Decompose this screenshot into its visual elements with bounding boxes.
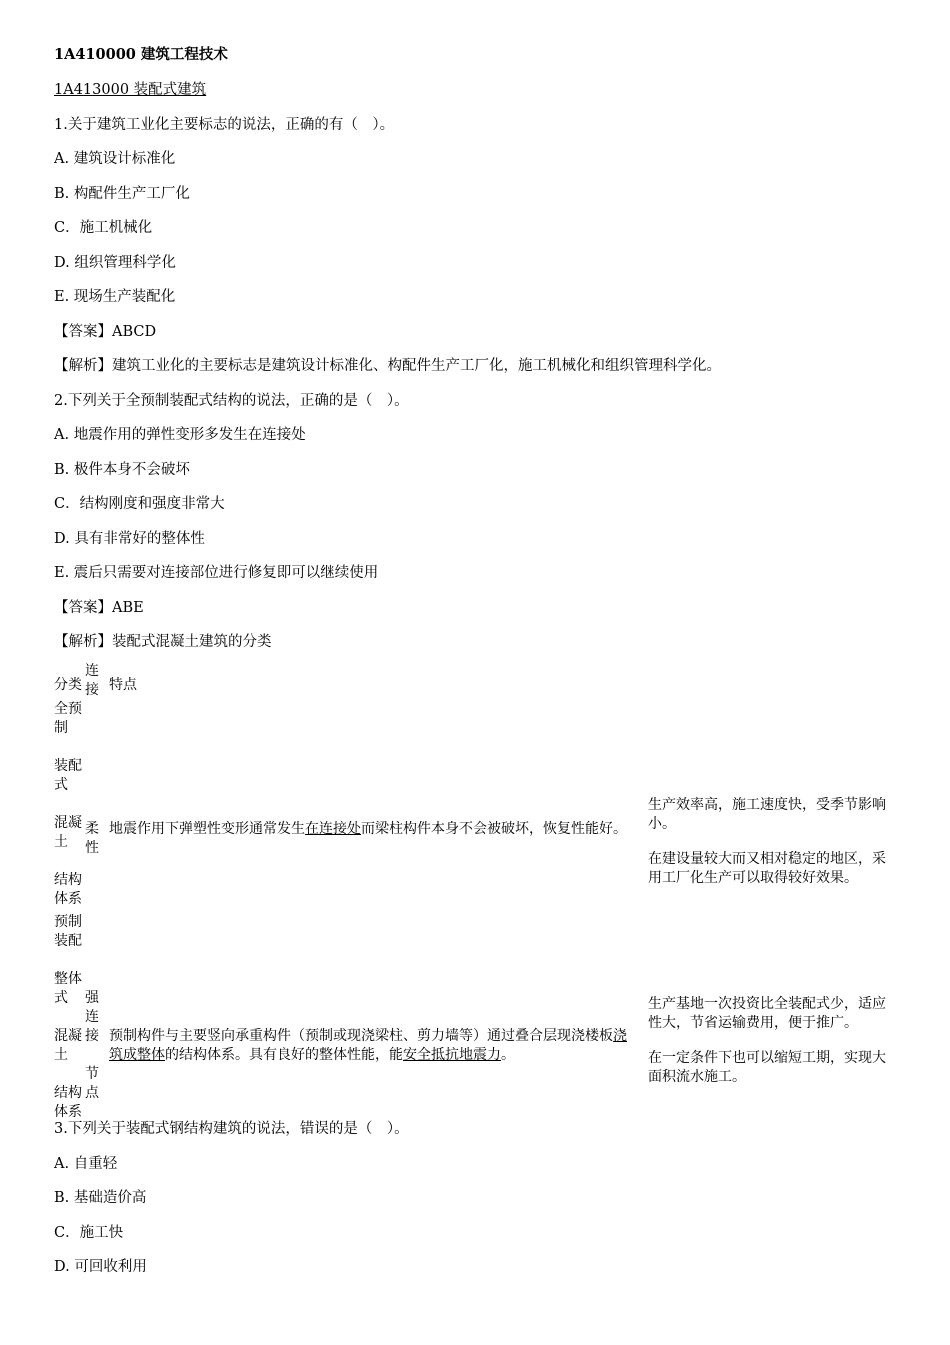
row1-feature-text-end: 而梁柱构件本身不会被破坏，恢复性能好。	[361, 821, 627, 837]
question-3-option-c: C．施工快	[54, 1225, 124, 1241]
row2-feature-underlined: 浇筑成整体	[109, 1028, 627, 1063]
row2-note: 在一定条件下也可以缩短工期，实现大面积流水施工。	[648, 1050, 886, 1085]
question-1-stem: 1.关于建筑工业化主要标志的说法，正确的有（ ）。	[54, 117, 395, 133]
table-row	[54, 909, 898, 1122]
row2-category-line: 体系	[54, 1104, 82, 1120]
row2-connection-line: 节	[85, 1066, 99, 1082]
row1-feature	[109, 700, 648, 909]
row2-connection-line: 接	[85, 1028, 99, 1044]
question-2-option-c: C．结构刚度和强度非常大	[54, 496, 225, 512]
header-feature: 特点	[109, 677, 137, 693]
section-heading: 1A413000 装配式建筑	[54, 82, 207, 98]
row1-note: 生产效率高，施工速度快，受季节影响小。	[648, 797, 886, 832]
row2-category-line: 结构	[54, 1085, 82, 1101]
header-connection-char-1: 连	[85, 663, 99, 679]
row1-connection-line: 柔	[85, 821, 99, 837]
question-3-option-b: B. 基础造价高	[54, 1190, 147, 1206]
row1-feature-text: 地震作用下弹塑性变形通常发生	[109, 821, 305, 837]
row1-feature-underlined: 在连接处	[305, 821, 361, 837]
table-row	[54, 700, 898, 909]
row2-category-line: 混凝	[54, 1028, 82, 1044]
row2-feature	[109, 909, 648, 1122]
row2-category-line: 土	[54, 1047, 68, 1063]
row2-connection-line: 强	[85, 990, 99, 1006]
row2-connection	[85, 909, 109, 1122]
row2-category	[54, 909, 85, 1122]
row2-connection-line: 连	[85, 1009, 99, 1025]
question-1-option-a: A. 建筑设计标准化	[54, 151, 176, 167]
row2-feature-text-mid: 的结构体系。具有良好的整体性能，能	[165, 1047, 403, 1063]
row2-connection-line: 点	[85, 1085, 99, 1101]
question-2-stem: 2.下列关于全预制装配式结构的说法，正确的是（ ）。	[54, 393, 409, 409]
row1-category-line: 结构	[54, 872, 82, 888]
question-1-option-b: B. 构配件生产工厂化	[54, 186, 190, 202]
question-2-option-a: A. 地震作用的弹性变形多发生在连接处	[54, 427, 306, 443]
question-1-option-c: C．施工机械化	[54, 220, 153, 236]
row2-feature-underlined-2: 安全抵抗地震力	[403, 1047, 501, 1063]
row2-note: 生产基地一次投资比全装配式少，适应性大，节省运输费用，便于推广。	[648, 996, 886, 1031]
classification-table	[54, 662, 898, 1122]
header-connection	[85, 662, 109, 700]
question-1-analysis: 【解析】建筑工业化的主要标志是建筑设计标准化、构配件生产工厂化，施工机械化和组织管理科学化。	[54, 358, 721, 374]
row2-category-line: 式	[54, 990, 68, 1006]
row1-category-line: 装配	[54, 758, 82, 774]
document-heading: 1A410000 建筑工程技术	[54, 46, 228, 63]
row2-feature-text: 预制构件与主要竖向承重构件（预制或现浇梁柱、剪力墙等）通过叠合层现浇楼板	[109, 1028, 613, 1044]
question-1-option-e: E. 现场生产装配化	[54, 289, 176, 305]
question-3-stem: 3.下列关于装配式钢结构建筑的说法，错误的是（ ）。	[54, 1121, 409, 1137]
question-3-option-d: D. 可回收利用	[54, 1259, 147, 1275]
header-connection-char-2: 接	[85, 682, 99, 698]
question-2-option-e: E. 震后只需要对连接部位进行修复即可以继续使用	[54, 565, 379, 581]
row1-category-line: 全预	[54, 701, 82, 717]
header-category: 分类	[54, 677, 82, 693]
question-2-answer: 【答案】ABE	[54, 600, 144, 616]
question-2-option-b: B. 极件本身不会破坏	[54, 462, 190, 478]
question-3-option-a: A. 自重轻	[54, 1156, 118, 1172]
row1-notes	[648, 700, 898, 909]
row1-category	[54, 700, 85, 909]
row1-category-line: 体系	[54, 891, 82, 907]
row1-connection-line: 性	[85, 840, 99, 856]
row1-category-line: 土	[54, 834, 68, 850]
row1-category-line: 式	[54, 777, 68, 793]
row2-category-line: 装配	[54, 933, 82, 949]
row1-category-line: 混凝	[54, 815, 82, 831]
row2-feature-text-end: 。	[501, 1047, 515, 1063]
row1-category-line: 制	[54, 720, 68, 736]
question-2-analysis: 【解析】装配式混凝土建筑的分类	[54, 634, 272, 650]
question-1-answer: 【答案】ABCD	[54, 324, 157, 340]
row2-notes	[648, 909, 898, 1122]
table-header-row	[54, 662, 898, 700]
row1-connection	[85, 700, 109, 909]
row2-category-line: 预制	[54, 914, 82, 930]
row2-category-line: 整体	[54, 971, 82, 987]
row1-note: 在建设量较大而又相对稳定的地区，采用工厂化生产可以取得较好效果。	[648, 851, 886, 886]
question-1-option-d: D. 组织管理科学化	[54, 255, 176, 271]
question-2-option-d: D. 具有非常好的整体性	[54, 531, 205, 547]
